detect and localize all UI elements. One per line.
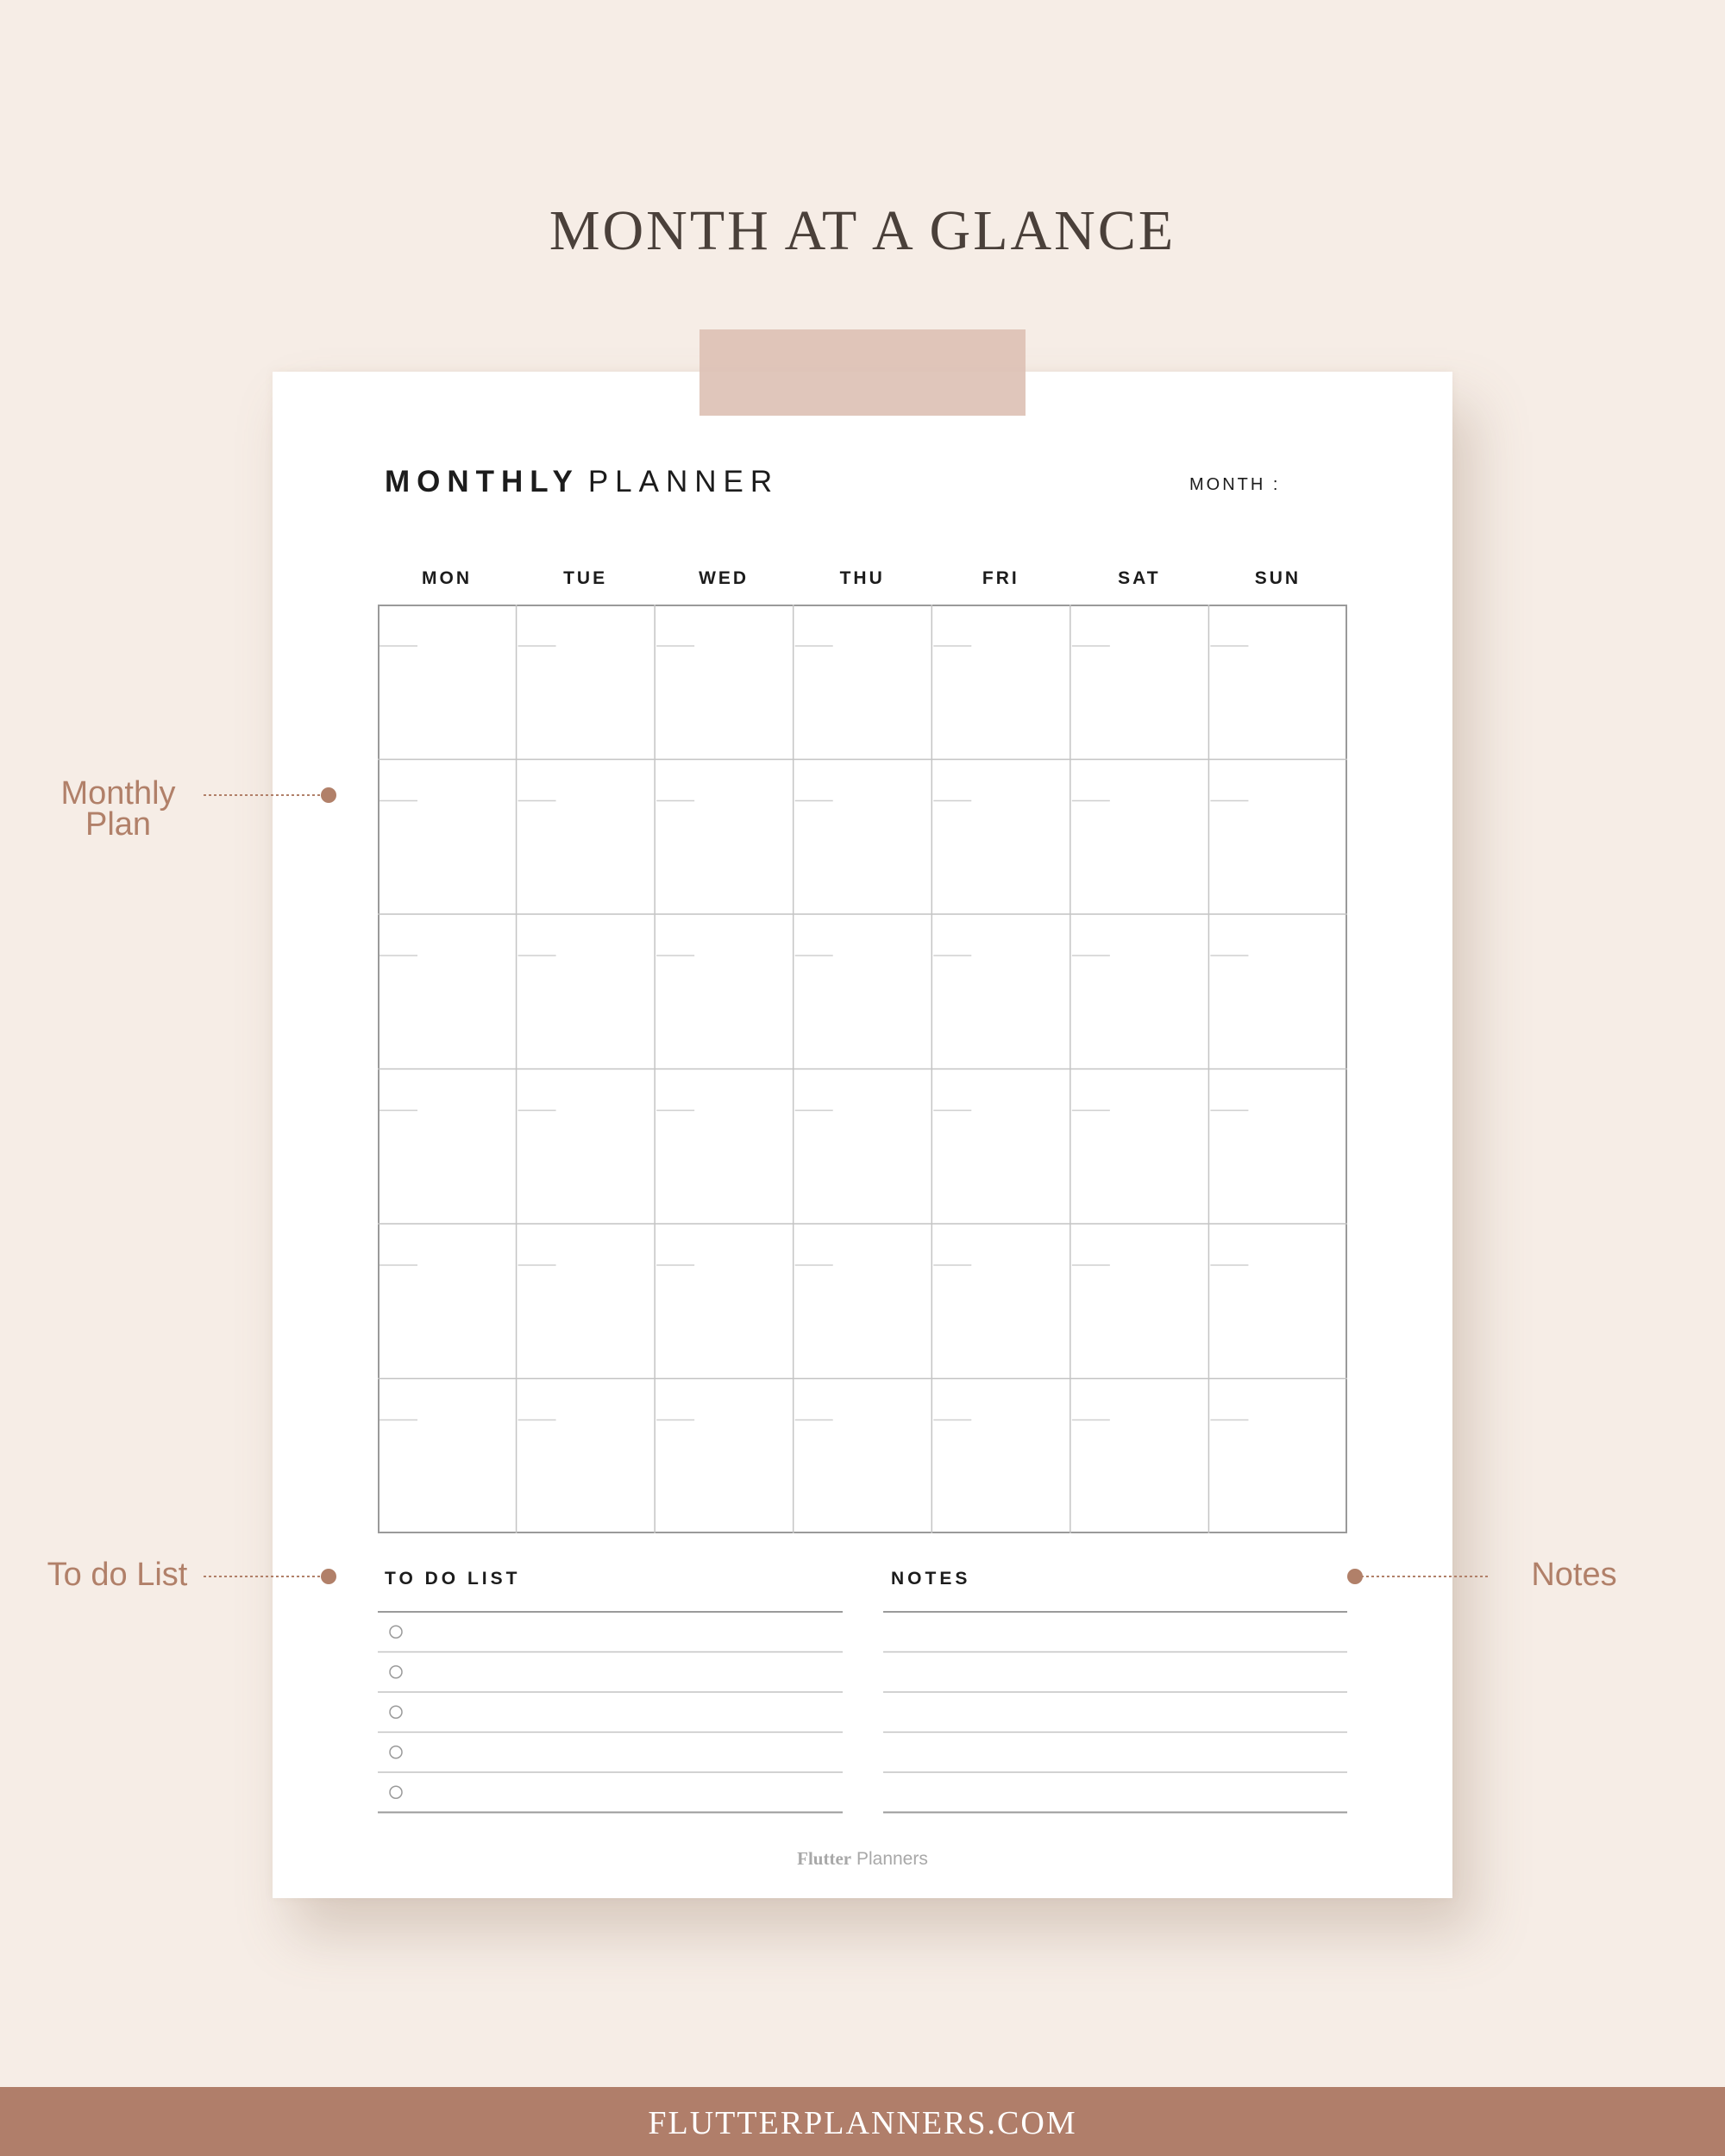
month-field-label: MONTH : — [1189, 475, 1281, 494]
notes-heading: NOTES — [891, 1569, 971, 1589]
weekday-wed: WED — [699, 568, 750, 588]
brand-name-bold: Flutter — [797, 1848, 852, 1869]
todo-heading: TO DO LIST — [385, 1569, 521, 1589]
todo-checkbox-icon[interactable] — [390, 1706, 402, 1718]
brand-footer — [273, 1848, 1452, 1870]
weekday-sun: SUN — [1254, 568, 1302, 588]
annotation-notes: Notes — [1531, 1557, 1617, 1593]
annotation-monthly-plan-line1: Monthly — [60, 775, 176, 812]
weekday-fri: FRI — [982, 568, 1019, 588]
calendar-grid-lines — [378, 605, 1347, 1533]
annotation-todo: To do List — [47, 1557, 188, 1593]
weekday-sat: SAT — [1118, 568, 1161, 588]
bottom-banner — [0, 2087, 1725, 2156]
weekday-thu: THU — [839, 568, 885, 588]
todo-checkbox-icon[interactable] — [390, 1626, 402, 1638]
weekday-mon: MON — [422, 568, 472, 588]
planner-title-light: PLANNER — [587, 465, 780, 498]
website-url: FLUTTERPLANNERS.COM — [648, 2105, 1077, 2141]
calendar-grid — [378, 605, 1347, 1533]
weekday-tue: TUE — [563, 568, 608, 588]
todo-checkbox-icon[interactable] — [390, 1746, 402, 1758]
page-title: MONTH AT A GLANCE — [549, 199, 1176, 262]
annotation-monthly-plan-line2: Plan — [85, 806, 152, 843]
annotation-monthly-plan — [45, 775, 191, 843]
planner-page — [273, 372, 1452, 1898]
brand-name-light: Planners — [856, 1849, 928, 1869]
planner-title-bold: MONTHLY — [385, 465, 580, 498]
tape-decoration — [699, 329, 1026, 416]
todo-checkbox-icon[interactable] — [390, 1786, 402, 1798]
weekday-header-row — [378, 568, 1347, 594]
planner-title — [385, 465, 779, 499]
todo-checkbox-icon[interactable] — [390, 1666, 402, 1678]
